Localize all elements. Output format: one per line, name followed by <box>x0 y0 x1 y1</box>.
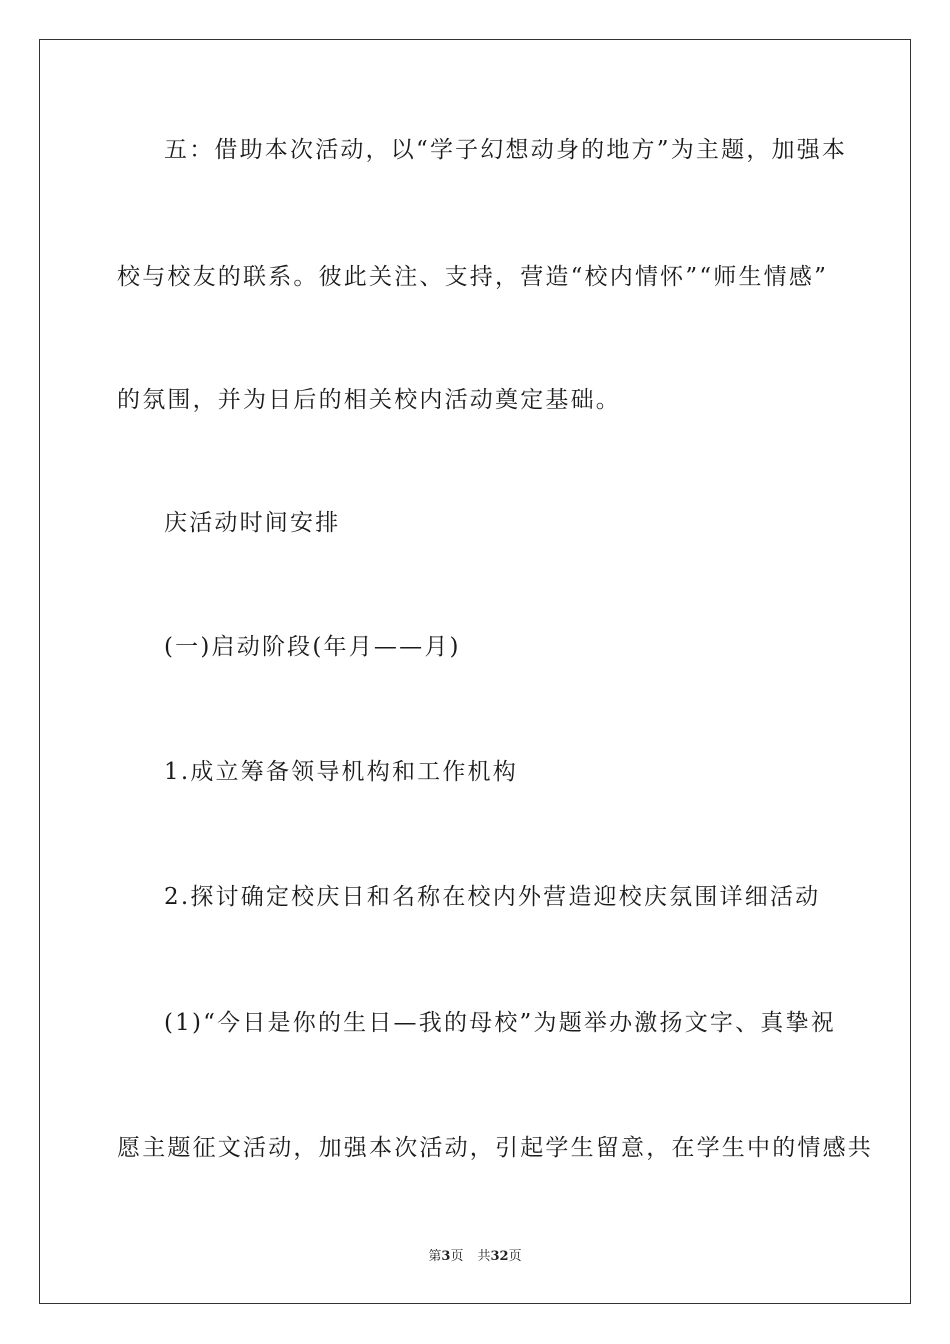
paragraph-line-8: (1)“今日是你的生日—我的母校”为题举办激扬文字、真挚祝 <box>164 1010 836 1036</box>
paragraph-line-9: 愿主题征文活动，加强本次活动，引起学生留意，在学生中的情感共 <box>117 1135 873 1161</box>
page-number: 3 <box>441 1249 451 1264</box>
total-pages: 32 <box>490 1249 509 1264</box>
list-item-1: 1.成立筹备领导机构和工作机构 <box>164 759 518 785</box>
paragraph-line-2: 校与校友的联系。彼此关注、支持，营造“校内情怀”“师生情感” <box>117 264 829 290</box>
paragraph-line-1: 五：借助本次活动，以“学子幻想动身的地方”为主题，加强本 <box>164 137 848 163</box>
list-item-2: 2.探讨确定校庆日和名称在校内外营造迎校庆氛围详细活动 <box>164 884 821 910</box>
paragraph-line-3: 的氛围，并为日后的相关校内活动奠定基础。 <box>117 387 621 413</box>
page-border <box>39 39 911 1304</box>
total-suffix: 页 <box>508 1249 522 1264</box>
total-prefix: 共 <box>477 1249 491 1264</box>
page-footer <box>0 1248 950 1266</box>
page-prefix: 第 <box>428 1249 442 1264</box>
page-suffix: 页 <box>450 1249 464 1264</box>
section-heading: 庆活动时间安排 <box>164 510 341 536</box>
subsection-heading: (一)启动阶段(年月——月) <box>164 634 461 660</box>
